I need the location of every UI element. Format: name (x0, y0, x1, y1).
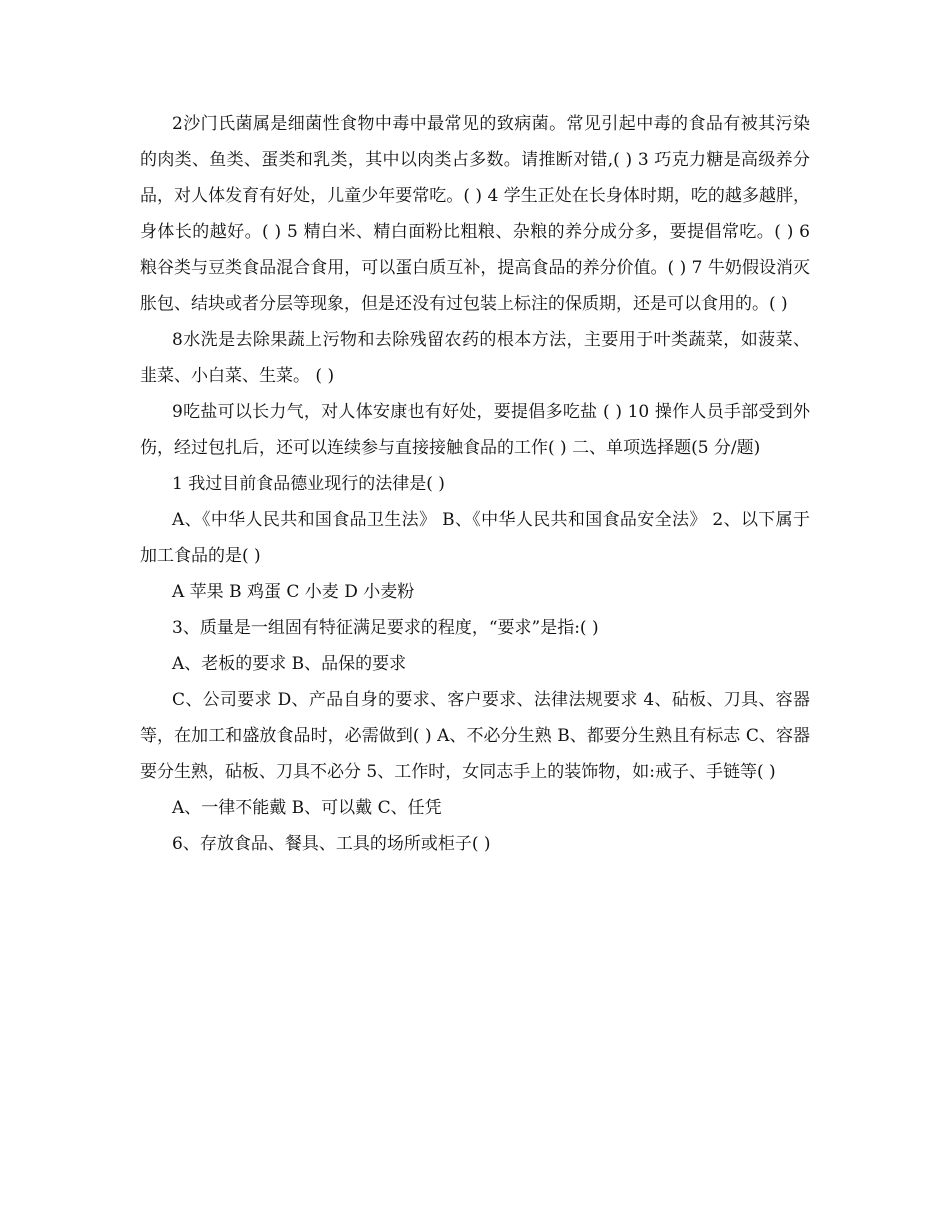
paragraph-options-1-question-2: A、《中华人民共和国食品卫生法》 B、《中华人民共和国食品安全法》 2、以下属于加工食品的是( ) (140, 510, 810, 566)
paragraph-true-false-9-10: 9吃盐可以长力气，对人体安康也有好处，要提倡多吃盐 ( ) 10 操作人员手部受到外伤，经过包扎后，还可以连续参与直接接触食品的工作( ) 二、单项选择题(5 分/题) (140, 402, 810, 458)
paragraph-options-3-cd-questions-4-5: C、公司要求 D、产品自身的要求、客户要求、法律法规要求 4、砧板、刀具、容器等，在加工和盛放食品时，必需做到( ) A、不必分生熟 B、都要分生熟且有标志 C、容器要分生熟，砧板、刀具不必分 5、工作时，女同志手上的装饰物，如:戒子、手链等( ) (140, 690, 810, 782)
paragraph-options-5: A、一律不能戴 B、可以戴 C、任凭 (172, 798, 442, 818)
paragraph-question-6: 6、存放食品、餐具、工具的场所或柜子( ) (172, 834, 491, 854)
paragraph-true-false-2-7: 2沙门氏菌属是细菌性食物中毒中最常见的致病菌。常见引起中毒的食品有被其污染的肉类、鱼类、蛋类和乳类，其中以肉类占多数。请推断对错,( ) 3 巧克力糖是高级养分品，对人体发育有好处，儿童少年要常吃。( ) 4 学生正处在长身体时期，吃的越多越胖，身体长的越好。( ) 5 精白米、精白面粉比粗粮、杂粮的养分成分多，要提倡常吃。( ) 6 粮谷类与豆类食品混合食用，可以蛋白质互补，提高食品的养分价值。( ) 7 牛奶假设消灭胀包、结块或者分层等现象，但是还没有过包装上标注的保质期，还是可以食用的。( ) (140, 114, 810, 314)
paragraph-question-1: 1 我过目前食品德业现行的法律是( ) (172, 474, 445, 494)
paragraph-options-2: A 苹果 B 鸡蛋 C 小麦 D 小麦粉 (172, 582, 415, 602)
paragraph-question-3: 3、质量是一组固有特征满足要求的程度，“要求”是指:( ) (172, 618, 599, 638)
paragraph-true-false-8: 8水洗是去除果蔬上污物和去除残留农药的根本方法，主要用于叶类蔬菜，如菠菜、韭菜、小白菜、生菜。 ( ) (140, 330, 810, 386)
document-body (140, 106, 810, 862)
paragraph-options-3-ab: A、老板的要求 B、品保的要求 (172, 654, 407, 674)
